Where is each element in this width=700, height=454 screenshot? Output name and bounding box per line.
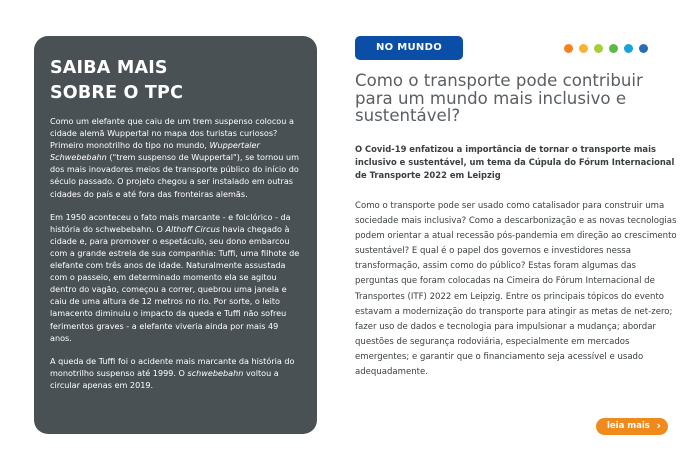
dot-green — [609, 44, 618, 53]
color-dots-icon — [564, 44, 648, 54]
article-body: Como o transporte pode ser usado como catalisador para construir uma sociedade mais inclusiva? Como a descarbonização e as novas tecnologias podem orientar a atual recessão pós-pandemia em direção ao crescimento sustentável? E qual é o papel dos governos e investidores nessa transformação, assim como do público? Estas foram algumas das perguntas que foram colocadas na Cimeira do Fórum Internacional de Transportes (ITF) 2022 em Leipzig. Entre os principais tópicos do evento estavam a modernização do transporte para atingir as metas de net-zero; fazer uso de dados e tecnologia para impulsionar a mudança; abordar questões de segurança rodoviária, especialmente em mercados emergentes; e garantir que o financiamento seja acessível e usado adequadamente. — [355, 201, 677, 378]
article-headline: Como o transporte pode contribuir para um mundo mais inclusivo e sustentável? — [355, 71, 643, 125]
chevron-right-icon: › — [656, 419, 661, 432]
sidebar-paragraph-1: Como um elefante que caiu de um trem suspenso colocou a cidade alemã Wuppertal no mapa dos turistas curiosos? Primeiro monotrilho do tipo no mundo, Wuppertaler Schwebebahn ("trem suspenso de Wuppertal"), se tornou um dos mais inovadores meios de transporte público do início do século passado. O projeto chegou a ser instalado em outras cidades do país e até fora das fronteiras alemãs. — [50, 116, 299, 199]
dot-orange — [564, 44, 573, 53]
sidebar-paragraph-3: A queda de Tuffi foi o acidente mais marcante da história do monotrilho suspenso até 1999. O schwebebahn voltou a circular apenas em 2019. — [50, 355, 295, 390]
dot-cyan — [624, 44, 633, 53]
dot-yellow — [579, 44, 588, 53]
saiba-mais-card — [34, 36, 317, 434]
read-more-button[interactable] — [596, 418, 668, 435]
dot-blue — [639, 44, 648, 53]
article-lead: O Covid-19 enfatizou a importância de tornar o transporte mais inclusivo e sustentável, um tema da Cúpula do Fórum Internacional de Transporte 2022 em Leipzig — [355, 144, 675, 181]
sidebar-paragraph-2: Em 1950 aconteceu o fato mais marcante - e folclórico - da história do schwebebahn. O Althoff Circus havia chegado à cidade e, para promover o espetáculo, seu dono embarcou com a grande estrela de sua companhia: Tuffi, uma filhote de elefante com três anos de idade. Naturalmente assustada com o passeio, em determinado momento ela se agitou dentro do vagão, começou a correr, quebrou uma janela e caiu de uma altura de 12 metros no rio. Por sorte, o leito lamacento diminuiu o impacto da queda e Tuffi não sofreu ferimentos graves - a elefante viveria ainda por mais 49 anos. — [50, 211, 300, 343]
sidebar-title: SAIBA MAIS SOBRE O TPC — [50, 58, 184, 103]
dot-lime — [594, 44, 603, 53]
section-tag: NO MUNDO — [355, 36, 463, 60]
read-more-label: leia mais — [607, 421, 650, 431]
